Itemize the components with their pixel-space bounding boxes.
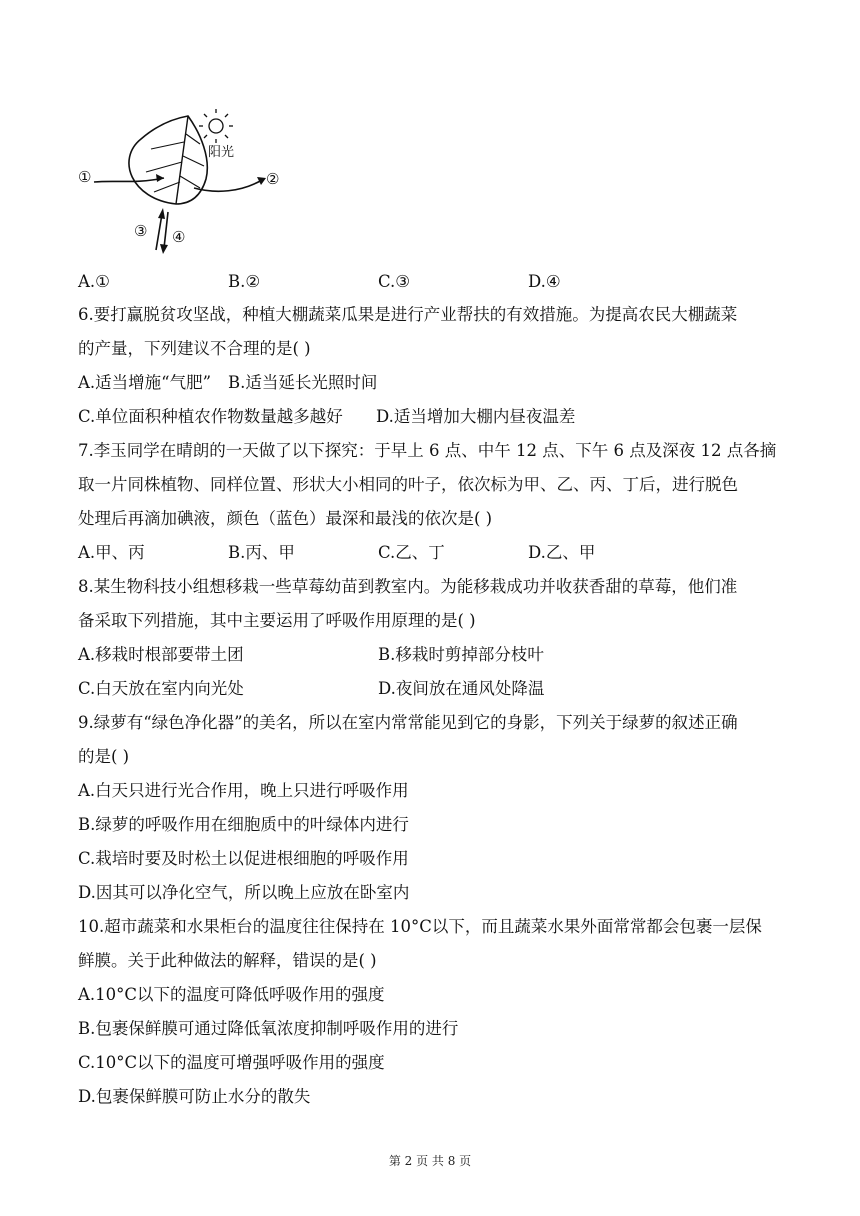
marker-2: ② [266, 170, 280, 188]
q9-stem-line-1: 9.绿萝有“绿色净化器”的美名，所以在室内常常能见到它的身影，下列关于绿萝的叙述正确 [78, 713, 738, 732]
q7-stem-line-1: 7.李玉同学在晴朗的一天做了以下探究：于早上 6 点、中午 12 点、下午 6 点及深夜 12 点各摘 [78, 441, 777, 460]
q10-stem-line-2: 鲜膜。关于此种做法的解释，错误的是( ) [78, 951, 377, 970]
q5-option-d: D.④ [528, 272, 561, 291]
leaf-figure [76, 104, 296, 264]
q10-stem-line-1: 10.超市蔬菜和水果柜台的温度往往保持在 10°C以下，而且蔬菜水果外面常常都会包裹一层保 [78, 917, 762, 936]
sun-icon [199, 109, 233, 143]
q10-option-b: B.包裹保鲜膜可通过降低氧浓度抑制呼吸作用的进行 [78, 1019, 459, 1038]
q8-stem-line-2: 备采取下列措施，其中主要运用了呼吸作用原理的是( ) [78, 611, 476, 630]
q7-option-b: B.丙、甲 [228, 543, 295, 562]
q7-option-d: D.乙、甲 [528, 543, 596, 562]
q6-stem-line-2: 的产量，下列建议不合理的是( ) [78, 339, 311, 358]
marker-4: ④ [172, 228, 186, 246]
q10-option-c: C.10°C以下的温度可增强呼吸作用的强度 [78, 1053, 385, 1072]
q8-option-c: C.白天放在室内向光处 [78, 679, 244, 698]
q9-option-a: A.白天只进行光合作用，晚上只进行呼吸作用 [78, 781, 409, 800]
page-footer: 第 2 页 共 8 页 [388, 1154, 472, 1168]
arrow-4-head [160, 244, 168, 254]
marker-1: ① [78, 168, 92, 186]
q7-stem-line-3: 处理后再滴加碘液，颜色（蓝色）最深和最浅的依次是( ) [78, 509, 493, 528]
marker-3: ③ [134, 222, 148, 240]
q5-option-c: C.③ [378, 272, 411, 291]
leaf-vein [146, 134, 204, 192]
arrow-1 [94, 178, 164, 182]
q5-option-b: B.② [228, 272, 261, 291]
q6-stem-line-1: 6.要打赢脱贫攻坚战，种植大棚蔬菜瓜果是进行产业帮扶的有效措施。为提高农民大棚蔬菜 [78, 305, 738, 324]
arrow-1-head [156, 174, 164, 182]
q6-option-d: D.适当增加大棚内昼夜温差 [376, 407, 576, 426]
q6-option-c: C.单位面积种植农作物数量越多越好 [78, 407, 343, 426]
q7-stem-line-2: 取一片同株植物、同样位置、形状大小相同的叶子，依次标为甲、乙、丙、丁后，进行脱色 [78, 475, 738, 494]
q8-option-a: A.移栽时根部要带土团 [78, 645, 244, 664]
leaf-outline [129, 116, 207, 204]
sun-label: 阳光 [208, 145, 235, 160]
q9-option-c: C.栽培时要及时松土以促进根细胞的呼吸作用 [78, 849, 409, 868]
leaf-midrib [176, 116, 188, 204]
q8-option-b: B.移栽时剪掉部分枝叶 [378, 645, 544, 664]
q5-option-a: A.① [78, 272, 110, 291]
q8-option-d: D.夜间放在通风处降温 [378, 679, 545, 698]
q10-option-a: A.10°C以下的温度可降低呼吸作用的强度 [78, 985, 385, 1004]
q9-option-b: B.绿萝的呼吸作用在细胞质中的叶绿体内进行 [78, 815, 409, 834]
q10-option-d: D.包裹保鲜膜可防止水分的散失 [78, 1087, 311, 1106]
q7-option-a: A.甲、丙 [78, 543, 145, 562]
q8-stem-line-1: 8.某生物科技小组想移栽一些草莓幼苗到教室内。为能移栽成功并收获香甜的草莓，他们准 [78, 577, 738, 596]
q6-option-b: B.适当延长光照时间 [228, 373, 378, 392]
arrow-3-head [158, 208, 165, 219]
q7-option-c: C.乙、丁 [378, 543, 445, 562]
arrow-2-head [257, 177, 266, 185]
q9-option-d: D.因其可以净化空气，所以晚上应放在卧室内 [78, 883, 410, 902]
q6-option-a: A.适当增施“气肥” [78, 373, 212, 392]
leaf-diagram [76, 104, 296, 264]
q9-stem-line-2: 的是( ) [78, 747, 130, 766]
